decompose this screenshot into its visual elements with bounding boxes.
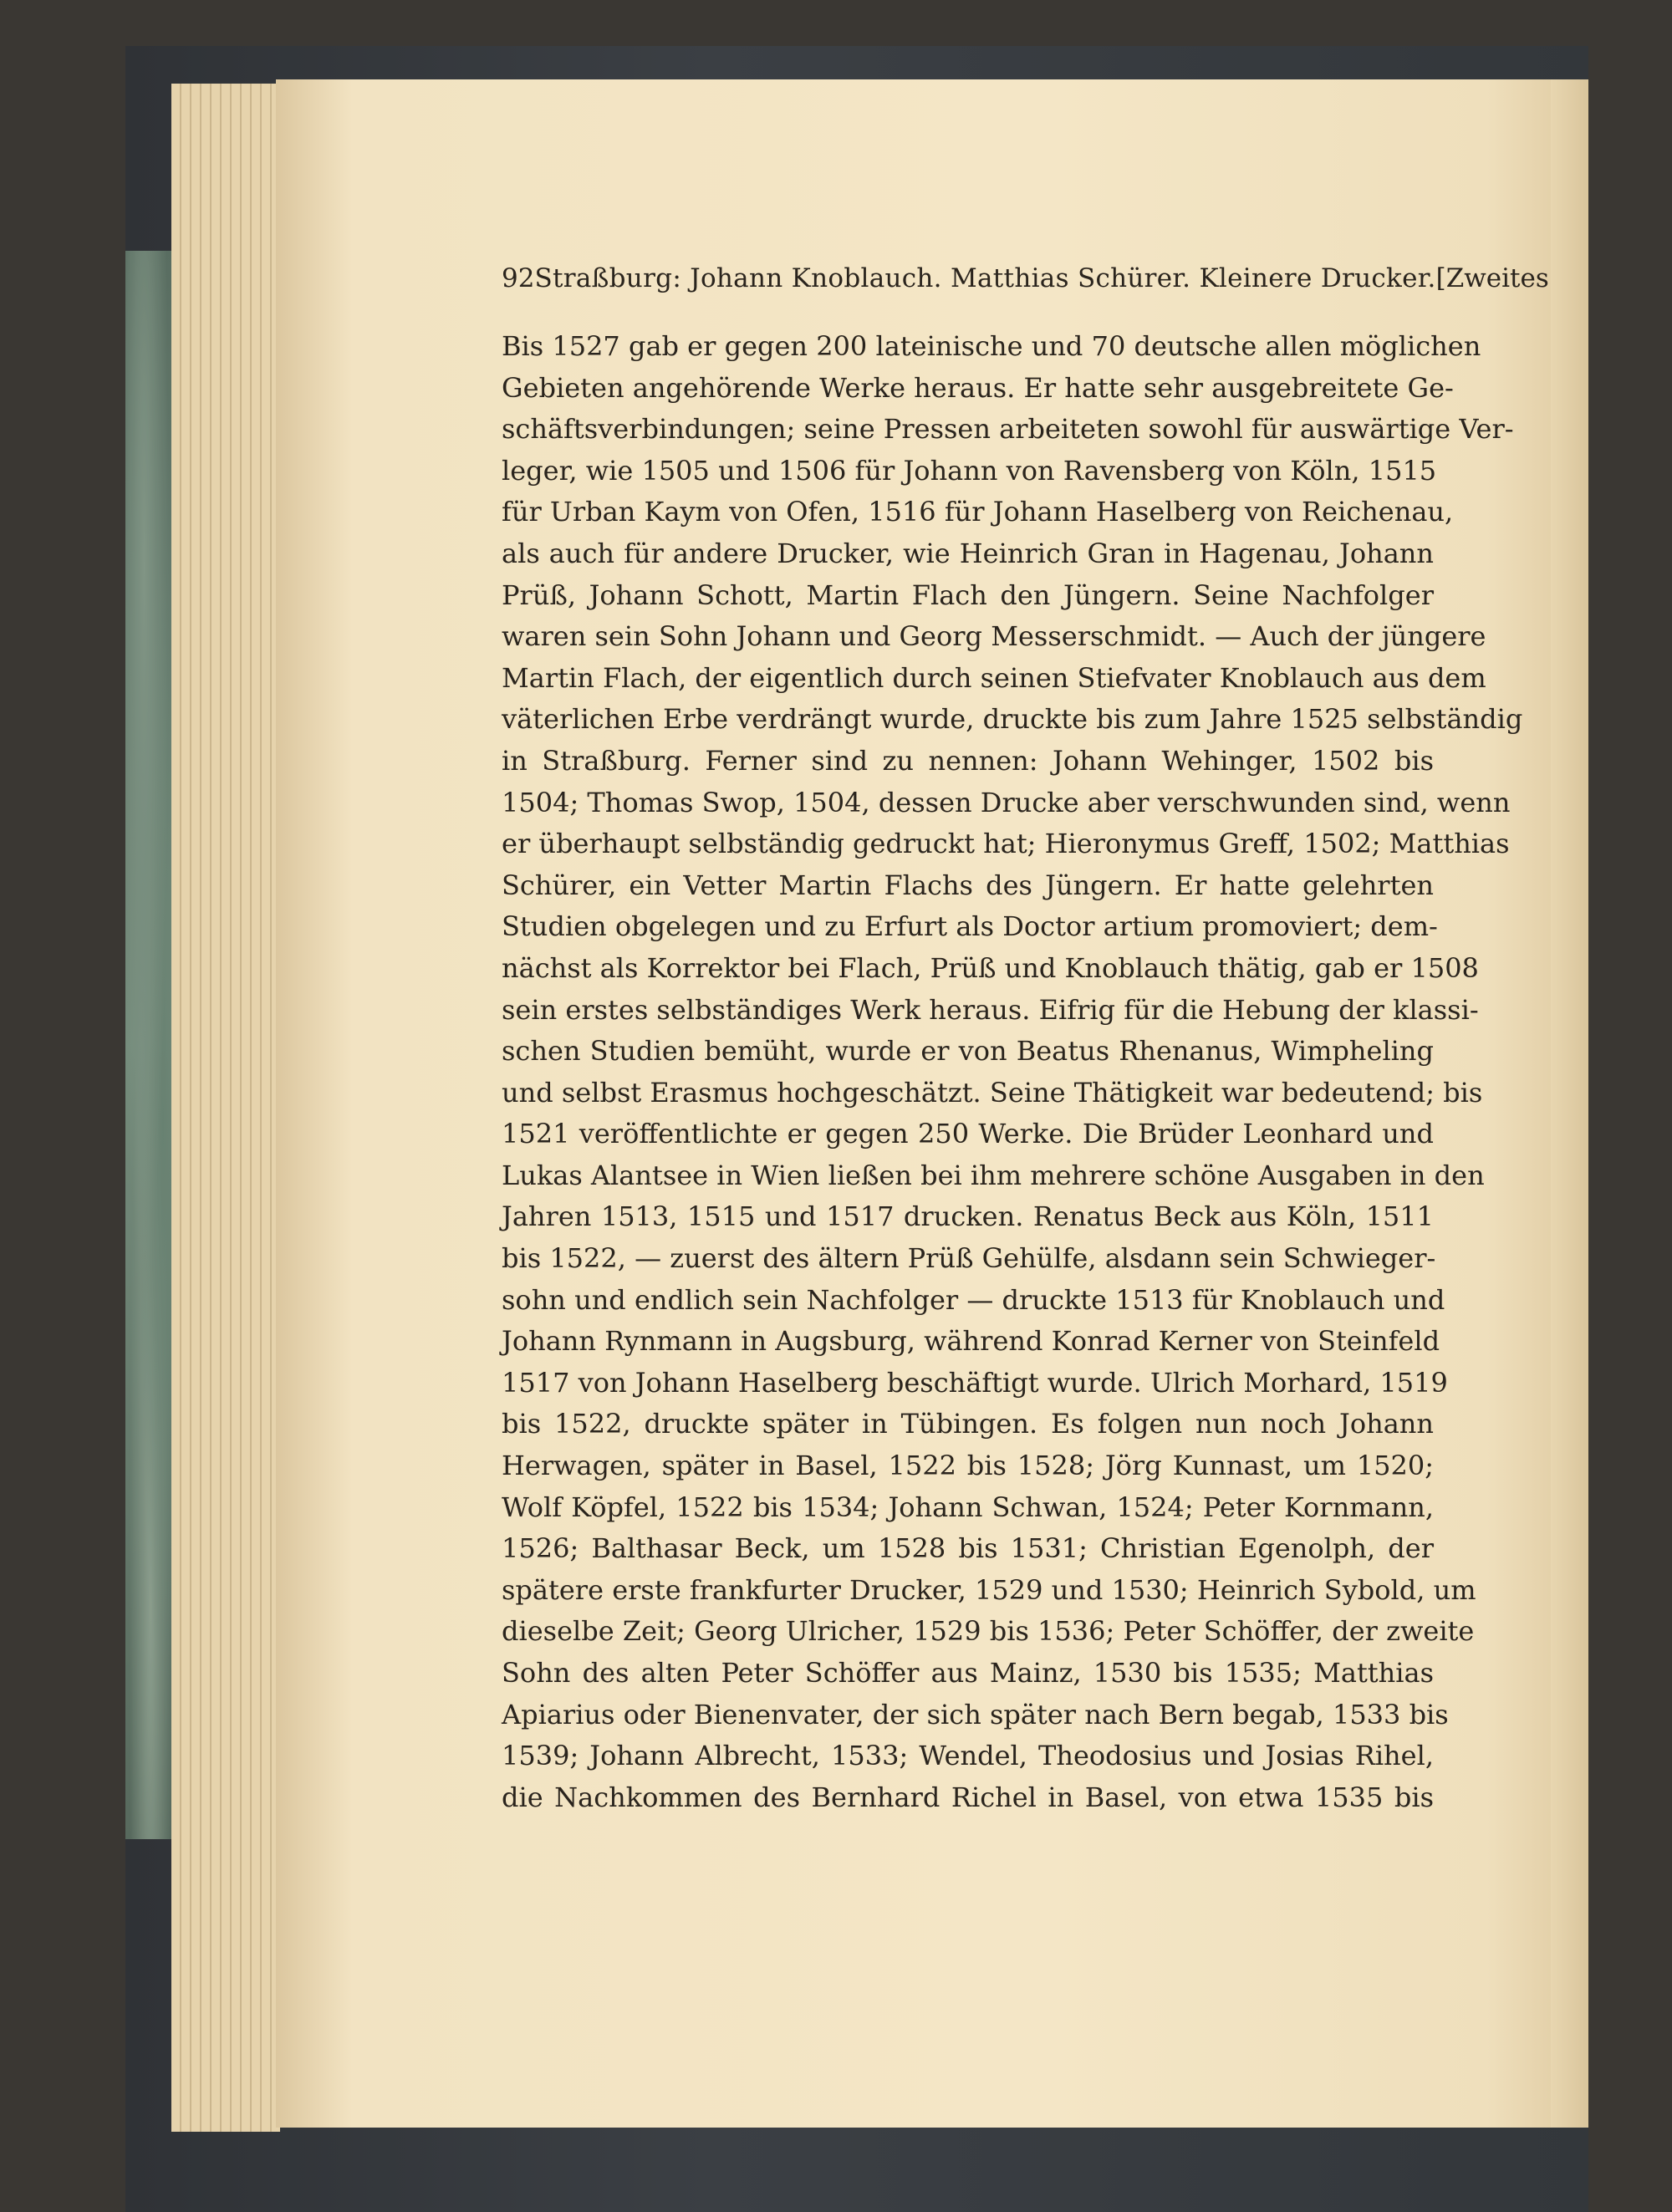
text-line: Apiarius oder Bienenvater, der sich später nach Bern begab, 1533 bis [502, 1698, 1449, 1730]
stacked-page-edges [171, 84, 280, 2132]
text-line: 1521 veröffentlichte er gegen 250 Werke. Die Brüder Leonhard und [502, 1118, 1434, 1150]
text-line: Jahren 1513, 1515 und 1517 drucken. Renatus Beck aus Köln, 1511 [502, 1200, 1434, 1233]
text-line: 1517 von Johann Haselberg beschäftigt wurde. Ulrich Morhard, 1519 [502, 1366, 1448, 1399]
text-line: Gebieten angehörende Werke heraus. Er hatte sehr ausgebreitete Ge- [502, 371, 1454, 404]
text-line: Martin Flach, der eigentlich durch seinen Stiefvater Knoblauch aus dem [502, 661, 1486, 694]
text-line: dieselbe Zeit; Georg Ulricher, 1529 bis 1536; Peter Schöffer, der zweite [502, 1615, 1475, 1648]
text-line: und selbst Erasmus hochgeschätzt. Seine Thätigkeit war bedeutend; bis [502, 1076, 1483, 1109]
text-line: schen Studien bemüht, wurde er von Beatus Rhenanus, Wimpheling [502, 1035, 1434, 1068]
text-line: Johann Rynmann in Augsburg, während Konrad Kerner von Steinfeld [502, 1325, 1440, 1358]
section-marker: [Zweites [1435, 263, 1549, 293]
facing-page-edge [1551, 79, 1588, 2128]
text-line: Sohn des alten Peter Schöffer aus Mainz, 1530 bis 1535; Matthias [502, 1657, 1434, 1689]
text-line: nächst als Korrektor bei Flach, Prüß und Knoblauch thätig, gab er 1508 [502, 951, 1479, 984]
text-line: Lukas Alantsee in Wien ließen bei ihm mehrere schöne Ausgaben in den [502, 1159, 1485, 1191]
text-line: Prüß, Johann Schott, Martin Flach den Jüngern. Seine Nachfolger [502, 578, 1434, 611]
running-header [502, 263, 1549, 301]
text-line: väterlichen Erbe verdrängt wurde, druckte bis zum Jahre 1525 selbständig [502, 703, 1523, 736]
text-line: Wolf Köpfel, 1522 bis 1534; Johann Schwan, 1524; Peter Kornmann, [502, 1491, 1434, 1523]
text-line: 1504; Thomas Swop, 1504, dessen Drucke aber verschwunden sind, wenn [502, 786, 1511, 818]
text-line: bis 1522, — zuerst des ältern Prüß Gehülfe, alsdann sein Schwieger- [502, 1242, 1436, 1275]
text-line: Studien obgelegen und zu Erfurt als Doctor artium promoviert; dem- [502, 910, 1438, 943]
text-line: spätere erste frankfurter Drucker, 1529 und 1530; Heinrich Sybold, um [502, 1573, 1476, 1606]
text-line: Schürer, ein Vetter Martin Flachs des Jüngern. Er hatte gelehrten [502, 869, 1434, 901]
text-line: sein erstes selbständiges Werk heraus. Eifrig für die Hebung der klassi- [502, 993, 1479, 1026]
text-line: schäftsverbindungen; seine Pressen arbeiteten sowohl für auswärtige Ver- [502, 413, 1514, 446]
text-line: für Urban Kaym von Ofen, 1516 für Johann Haselberg von Reichenau, [502, 496, 1454, 528]
page-number: 92 [502, 263, 535, 293]
running-title: Straßburg: Johann Knoblauch. Matthias Schürer. Kleinere Drucker. [534, 263, 1436, 293]
text-line: Herwagen, später in Basel, 1522 bis 1528; Jörg Kunnast, um 1520; [502, 1450, 1434, 1482]
text-line: waren sein Sohn Johann und Georg Messerschmidt. — Auch der jüngere [502, 620, 1486, 653]
text-line: als auch für andere Drucker, wie Heinrich Gran in Hagenau, Johann [502, 537, 1434, 569]
text-line: 1539; Johann Albrecht, 1533; Wendel, Theodosius und Josias Rihel, [502, 1740, 1434, 1772]
text-line: Bis 1527 gab er gegen 200 lateinische und 70 deutsche allen möglichen [502, 330, 1481, 362]
text-line: sohn und endlich sein Nachfolger — druckte 1513 für Knoblauch und [502, 1283, 1445, 1316]
text-line: er überhaupt selbständig gedruckt hat; Hieronymus Greff, 1502; Matthias [502, 828, 1510, 860]
text-line: bis 1522, druckte später in Tübingen. Es folgen nun noch Johann [502, 1408, 1434, 1440]
body-text [502, 326, 1523, 1818]
text-line: die Nachkommen des Bernhard Richel in Basel, von etwa 1535 bis [502, 1781, 1434, 1813]
text-line: in Straßburg. Ferner sind zu nennen: Johann Wehinger, 1502 bis [502, 744, 1434, 777]
text-line: 1526; Balthasar Beck, um 1528 bis 1531; Christian Egenolph, der [502, 1532, 1434, 1565]
text-line: leger, wie 1505 und 1506 für Johann von Ravensberg von Köln, 1515 [502, 454, 1437, 487]
